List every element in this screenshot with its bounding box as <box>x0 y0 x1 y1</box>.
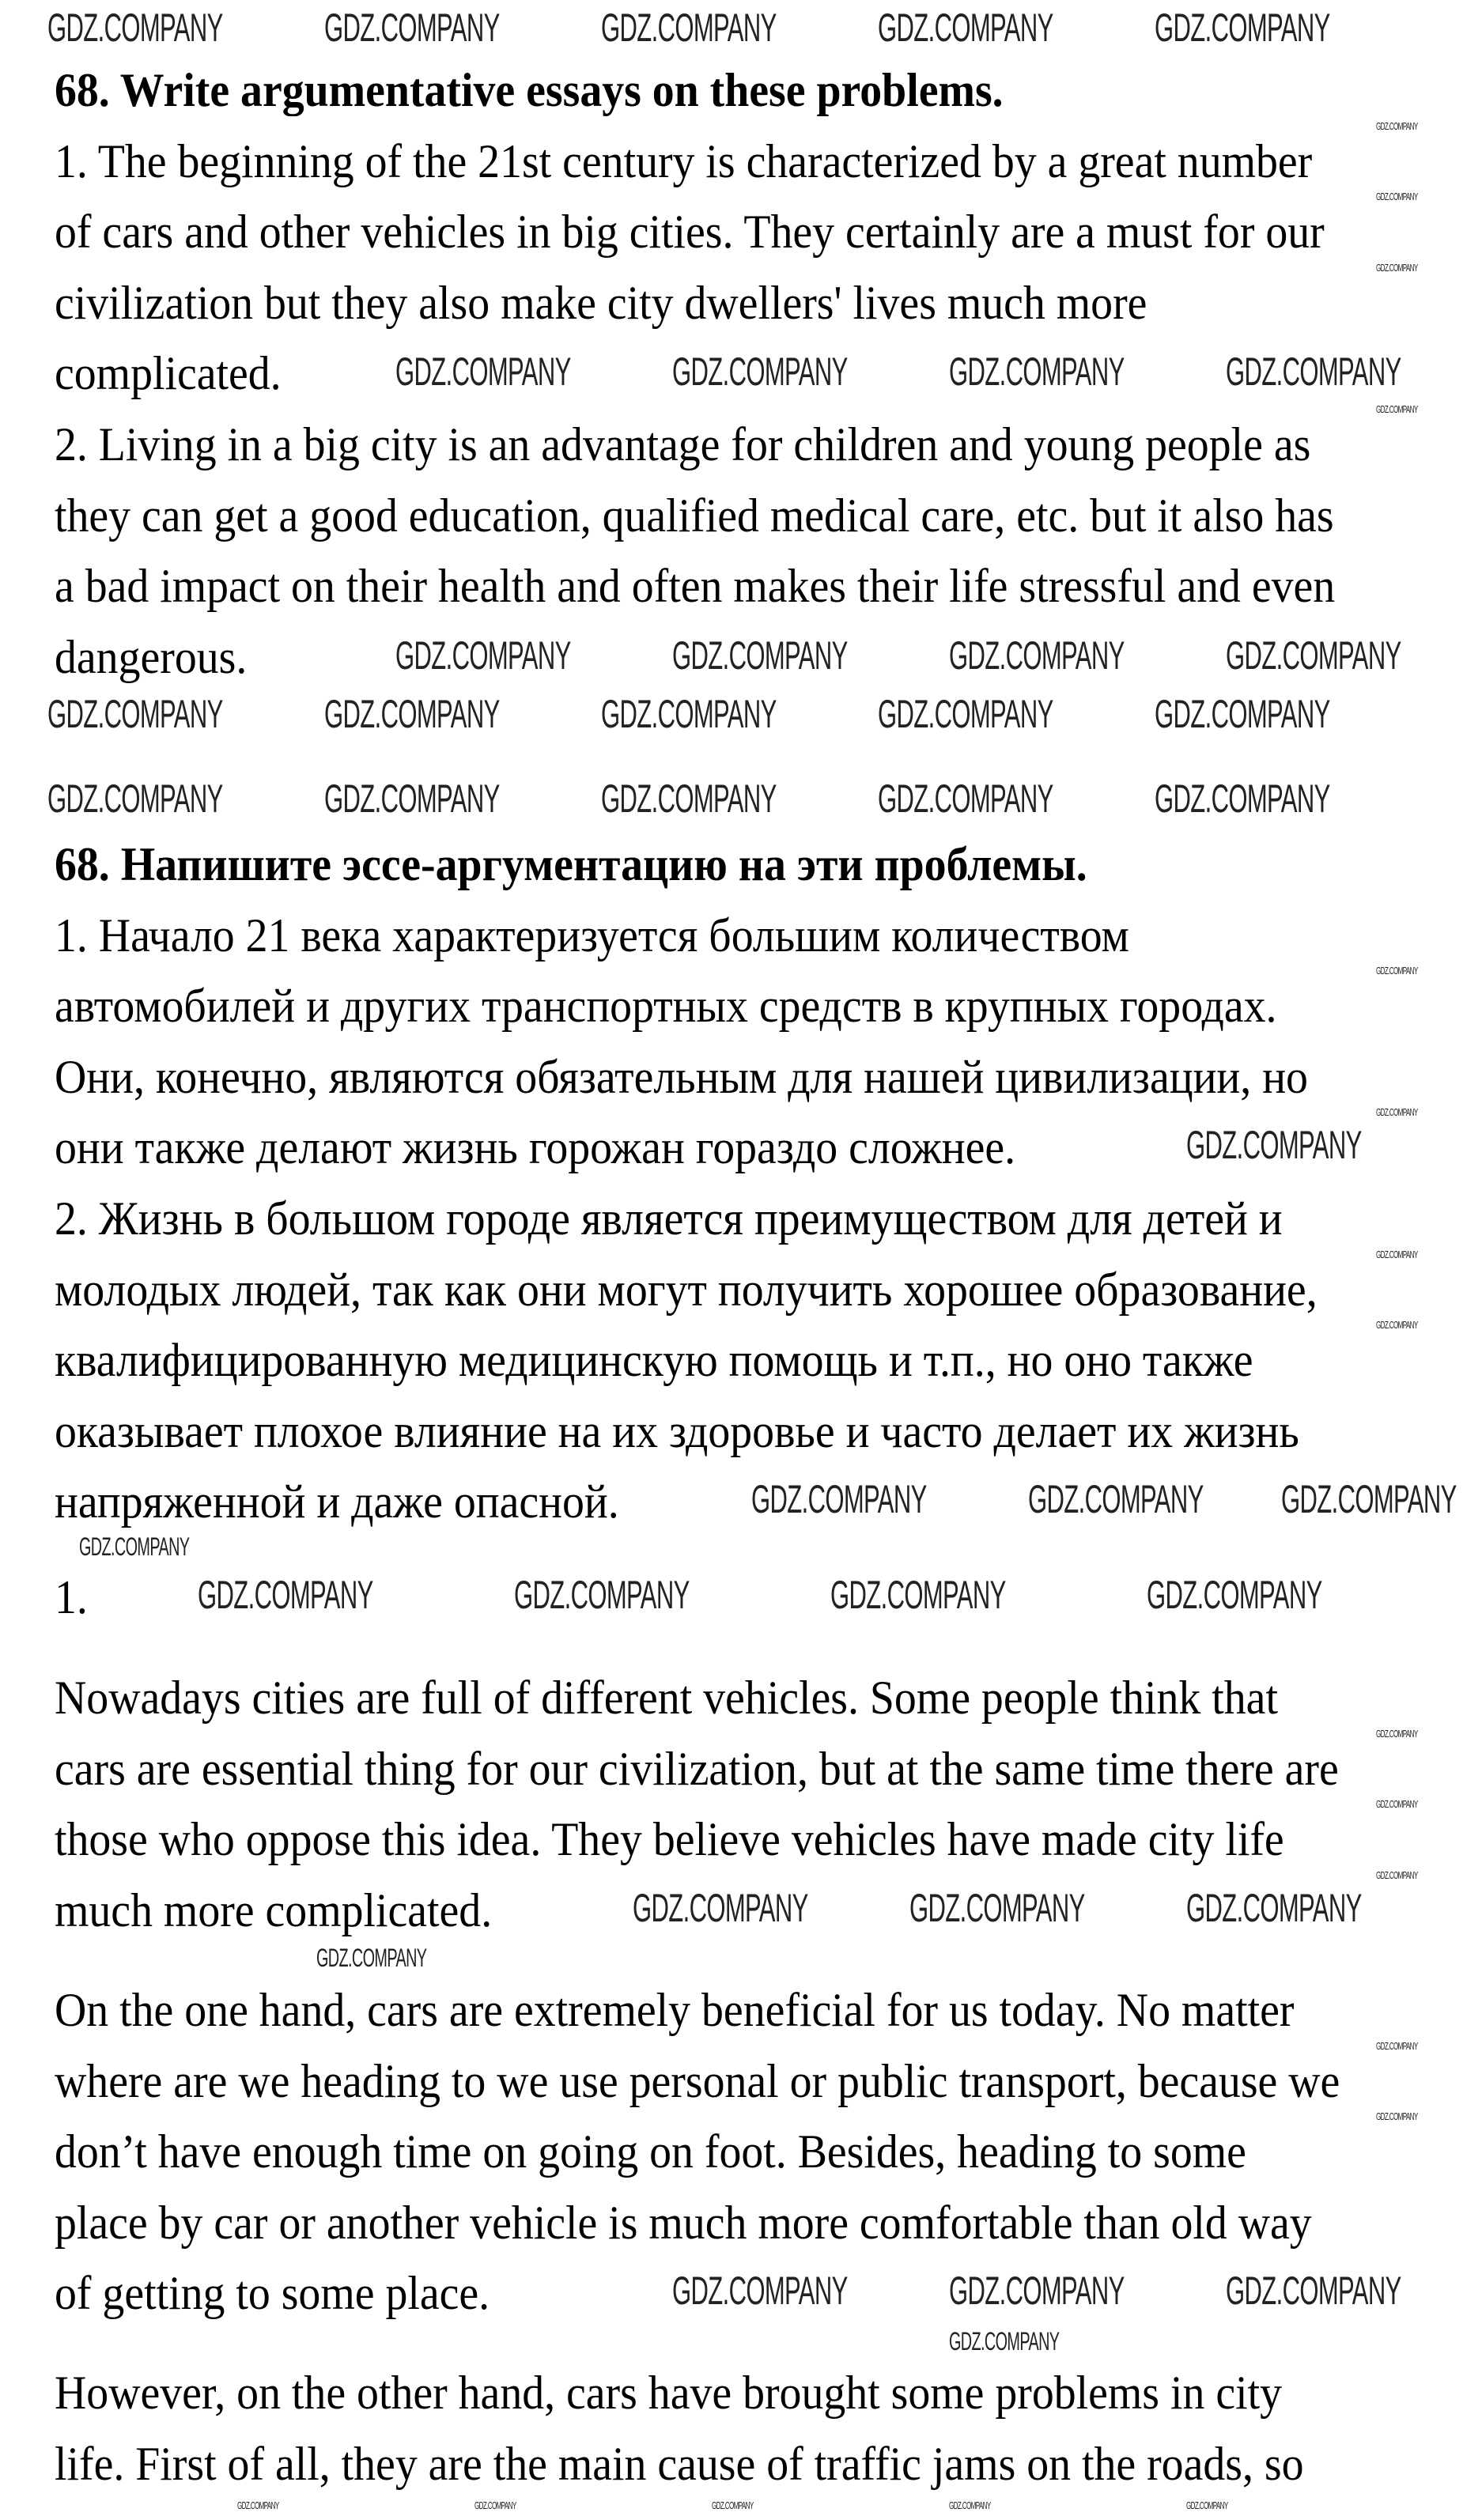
task-line-en: complicated. <box>55 347 282 400</box>
task-line-en: 2. Living in a big city is an advantage for children and young people as <box>55 417 1311 470</box>
watermark: GDZ.COMPANY <box>237 2499 279 2511</box>
essay-line: don’t have enough time on going on foot. Besides, heading to some <box>55 2125 1246 2178</box>
watermark: GDZ.COMPANY <box>1376 191 1418 202</box>
watermark: GDZ.COMPANY <box>1281 1477 1457 1521</box>
watermark: GDZ.COMPANY <box>47 776 223 821</box>
essay-line: where are we heading to we use personal or public transport, because we <box>55 2054 1340 2107</box>
task-line-en: a bad impact on their health and often makes their life stressful and even <box>55 560 1336 613</box>
watermark: GDZ.COMPANY <box>601 776 777 821</box>
watermark: GDZ.COMPANY <box>47 6 223 50</box>
essay-line: Nowadays cities are full of different vehicles. Some people think that <box>55 1672 1278 1724</box>
watermark: GDZ.COMPANY <box>1376 2110 1418 2122</box>
watermark: GDZ.COMPANY <box>198 1573 373 1617</box>
watermark: GDZ.COMPANY <box>712 2499 754 2511</box>
watermark: GDZ.COMPANY <box>79 1532 190 1561</box>
watermark: GDZ.COMPANY <box>1376 1798 1418 1810</box>
task-line-en: 1. The beginning of the 21st century is characterized by a great number <box>55 134 1313 187</box>
watermark: GDZ.COMPANY <box>672 2269 848 2313</box>
watermark: GDZ.COMPANY <box>474 2499 516 2511</box>
watermark: GDZ.COMPANY <box>514 1573 690 1617</box>
watermark: GDZ.COMPANY <box>1186 2499 1228 2511</box>
watermark: GDZ.COMPANY <box>316 1944 427 1972</box>
watermark: GDZ.COMPANY <box>1376 403 1418 415</box>
watermark: GDZ.COMPANY <box>1155 6 1330 50</box>
watermark: GDZ.COMPANY <box>1376 120 1418 132</box>
watermark: GDZ.COMPANY <box>1376 1319 1418 1331</box>
watermark: GDZ.COMPANY <box>1376 965 1418 977</box>
task-line-ru: Они, конечно, являются обязательным для нашей цивилизации, но <box>55 1050 1308 1103</box>
task-line-en: civilization but they also make city dwellers' lives much more <box>55 276 1147 329</box>
watermark: GDZ.COMPANY <box>949 2269 1125 2313</box>
watermark: GDZ.COMPANY <box>949 2327 1060 2356</box>
task-lines-ru <box>55 901 1470 1538</box>
watermark: GDZ.COMPANY <box>324 776 500 821</box>
watermark: GDZ.COMPANY <box>878 692 1053 736</box>
task-heading-en: 68. Write argumentative essays on these problems. <box>55 64 1004 116</box>
essay-paragraph-3 <box>55 2358 1470 2499</box>
task-line-en: they can get a good education, qualified medical care, etc. but it also has <box>55 489 1334 542</box>
watermark: GDZ.COMPANY <box>1376 1249 1418 1260</box>
essay-line: those who oppose this idea. They believe vehicles have made city life <box>55 1813 1284 1866</box>
watermark: GDZ.COMPANY <box>1226 349 1401 394</box>
task-line-ru: автомобилей и других транспортных средств в крупных городах. <box>55 980 1277 1033</box>
essay-line: life. First of all, they are the main cause of traffic jams on the roads, so <box>55 2437 1304 2490</box>
task-russian <box>55 829 1470 1538</box>
task-line-ru: они также делают жизнь горожан гораздо сложнее. <box>55 1121 1016 1174</box>
task-lines-en <box>55 127 1470 693</box>
watermark: GDZ.COMPANY <box>672 633 848 678</box>
essay-line: much more complicated. <box>55 1883 493 1936</box>
task-line-ru: квалифицированную медицинскую помощь и т.п., но оно также <box>55 1334 1253 1387</box>
watermark: GDZ.COMPANY <box>949 349 1125 394</box>
watermark: GDZ.COMPANY <box>949 2499 991 2511</box>
watermark: GDZ.COMPANY <box>878 6 1053 50</box>
task-heading-ru: 68. Напишите эссе-аргументацию на эти проблемы. <box>55 838 1087 890</box>
watermark: GDZ.COMPANY <box>1376 1728 1418 1740</box>
watermark: GDZ.COMPANY <box>1376 2040 1418 2052</box>
watermark: GDZ.COMPANY <box>395 633 571 678</box>
watermark: GDZ.COMPANY <box>1155 692 1330 736</box>
watermark: GDZ.COMPANY <box>633 1886 808 1930</box>
watermark: GDZ.COMPANY <box>1376 262 1418 274</box>
watermark: GDZ.COMPANY <box>395 349 571 394</box>
watermark: GDZ.COMPANY <box>1186 1123 1362 1167</box>
task-line-ru: напряженной и даже опасной. <box>55 1475 619 1528</box>
essay-line: On the one hand, cars are extremely beneficial for us today. No matter <box>55 1984 1295 2036</box>
watermark: GDZ.COMPANY <box>1028 1477 1204 1521</box>
task-line-ru: оказывает плохое влияние на их здоровье и часто делает их жизнь <box>55 1404 1299 1457</box>
watermark: GDZ.COMPANY <box>1376 1869 1418 1881</box>
essay-line: cars are essential thing for our civilization, but at the same time there are <box>55 1742 1339 1795</box>
watermark: GDZ.COMPANY <box>324 692 500 736</box>
watermark: GDZ.COMPANY <box>601 692 777 736</box>
watermark: GDZ.COMPANY <box>909 1886 1085 1930</box>
essay-number-label: 1. <box>55 1571 88 1623</box>
watermark: GDZ.COMPANY <box>47 692 223 736</box>
watermark: GDZ.COMPANY <box>949 633 1125 678</box>
task-line-en: of cars and other vehicles in big cities. They certainly are a must for our <box>55 206 1325 259</box>
watermark: GDZ.COMPANY <box>324 6 500 50</box>
essay-line: of getting to some place. <box>55 2267 490 2320</box>
essay-line: However, on the other hand, cars have brought some problems in city <box>55 2367 1282 2419</box>
watermark: GDZ.COMPANY <box>601 6 777 50</box>
watermark: GDZ.COMPANY <box>672 349 848 394</box>
watermark: GDZ.COMPANY <box>1147 1573 1322 1617</box>
watermark: GDZ.COMPANY <box>1155 776 1330 821</box>
task-line-ru: 2. Жизнь в большом городе является преимуществом для детей и <box>55 1192 1283 1245</box>
watermark: GDZ.COMPANY <box>1376 1106 1418 1118</box>
watermark: GDZ.COMPANY <box>1186 1886 1362 1930</box>
watermark: GDZ.COMPANY <box>1226 633 1401 678</box>
watermark: GDZ.COMPANY <box>830 1573 1006 1617</box>
task-line-ru: молодых людей, так как они могут получить хорошее образование, <box>55 1263 1318 1316</box>
essay-line: place by car or another vehicle is much more comfortable than old way <box>55 2196 1312 2249</box>
task-line-ru: 1. Начало 21 века характеризуется большим количеством <box>55 909 1129 962</box>
watermark: GDZ.COMPANY <box>751 1477 927 1521</box>
watermark: GDZ.COMPANY <box>1226 2269 1401 2313</box>
watermark: GDZ.COMPANY <box>878 776 1053 821</box>
task-line-en: dangerous. <box>55 630 248 683</box>
